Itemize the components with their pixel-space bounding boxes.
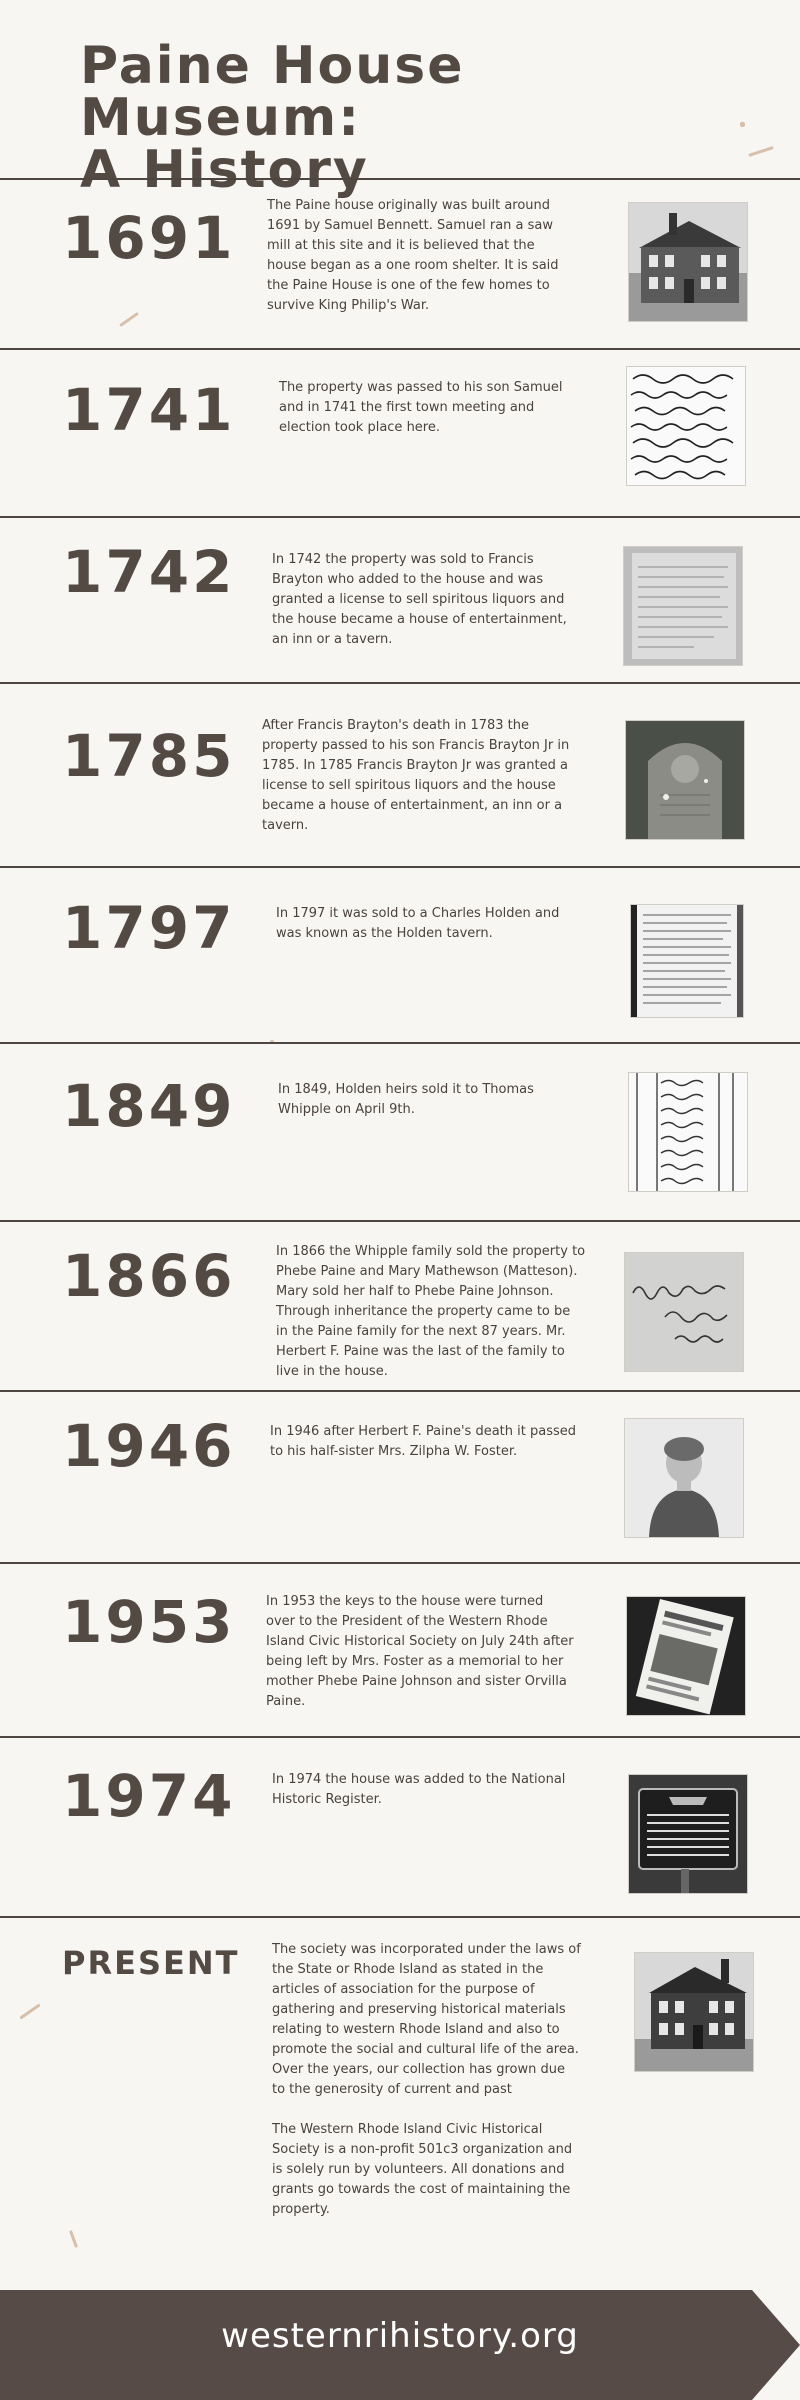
census-record — [628, 1072, 748, 1192]
timeline-section-1974 — [0, 1736, 800, 1918]
timeline-section-present — [0, 1916, 800, 2292]
house-present-photo — [634, 1952, 754, 2072]
year-description: The Paine house originally was built around 1691 by Samuel Bennett. Samuel ran a saw mill at this site and it is believed that the house began as a one room shelter. It is said the Paine House is one of the few homes to survive King Philip's War. — [267, 198, 559, 313]
year-description: In 1797 it was sold to a Charles Holden and was known as the Holden tavern. — [276, 906, 560, 941]
timeline-section-1785 — [0, 682, 800, 868]
year-label: 1946 — [62, 1412, 236, 1480]
timeline-section-1741 — [0, 348, 800, 518]
ledger-page — [630, 904, 744, 1018]
year-description: The society was incorporated under the laws of the State or Rhode Island as stated in the articles of association for the purpose of gathering and preserving historical materials relating to western Rhode Island and also to promote the social and cultural life of the area. Over the years, our collection has grown due to the generosity of current and past The Western Rhode Island Civic Historical Society is a non-profit 501c3 organization and is solely run by volunteers. All donations and grants go towards the cost of maintaining the property. — [272, 1942, 581, 2217]
year-label: 1974 — [62, 1762, 236, 1830]
year-description: In 1953 the keys to the house were turned over to the President of the Western Rhode Island Civic Historical Society on July 24th after being left by Mrs. Foster as a memorial to her mother Phebe Paine Johnson and sister Orvilla Paine. — [266, 1594, 574, 1709]
timeline-section-1953 — [0, 1562, 800, 1738]
gravestone — [625, 720, 745, 840]
year-description: In 1974 the house was added to the National Historic Register. — [272, 1772, 566, 1807]
year-label: 1741 — [62, 376, 236, 444]
timeline-section-1691 — [0, 178, 800, 350]
paine-house-photo — [628, 202, 748, 322]
year-label: 1785 — [62, 722, 236, 790]
footer-banner — [0, 2290, 800, 2400]
page-title-line2: A History — [80, 140, 369, 200]
year-label: PRESENT — [62, 1944, 240, 1982]
year-description: In 1866 the Whipple family sold the property to Phebe Paine and Mary Mathewson (Matteson). Mary sold her half to Phebe Paine Johnson. Through inheritance the property came to be in the Paine family for the next 87 years. Mr. Herbert F. Paine was the last of the family to live in the house. — [276, 1244, 586, 1379]
old-document — [623, 546, 743, 666]
website-link[interactable]: westernrihistory.org — [221, 2316, 579, 2356]
page-title-line1: Paine House Museum: — [80, 36, 465, 148]
year-description: In 1742 the property was sold to Francis Brayton who added to the house and was granted a license to sell spiritous liquors and the house became a house of entertainment, an inn or a tavern. — [272, 552, 567, 647]
timeline-section-1866 — [0, 1220, 800, 1392]
year-description: In 1946 after Herbert F. Paine's death it passed to his half-sister Mrs. Zilpha W. Foster. — [270, 1424, 576, 1459]
decorative-speck — [740, 122, 745, 127]
handwritten-record — [626, 366, 746, 486]
timeline-section-1797 — [0, 866, 800, 1044]
year-description: In 1849, Holden heirs sold it to Thomas Whipple on April 9th. — [278, 1082, 534, 1117]
signature — [624, 1252, 744, 1372]
timeline-section-1742 — [0, 516, 800, 684]
page-title — [80, 36, 720, 200]
year-label: 1691 — [62, 204, 236, 272]
year-description: The property was passed to his son Samuel and in 1741 the first town meeting and election took place here. — [279, 380, 563, 435]
timeline-section-1946 — [0, 1390, 800, 1564]
year-label: 1953 — [62, 1588, 236, 1656]
year-label: 1849 — [62, 1072, 236, 1140]
year-label: 1797 — [62, 894, 236, 962]
year-label: 1866 — [62, 1242, 236, 1310]
year-description: After Francis Brayton's death in 1783 the property passed to his son Francis Brayton Jr in 1785. In 1785 Francis Brayton Jr was granted a license to sell spiritous liquors and the house became a house of entertainment, an inn or a tavern. — [262, 718, 570, 833]
timeline-section-1849 — [0, 1042, 800, 1222]
portrait — [624, 1418, 744, 1538]
decorative-speck — [748, 146, 774, 157]
year-label: 1742 — [62, 538, 236, 606]
booklet — [626, 1596, 746, 1716]
historic-plaque — [628, 1774, 748, 1894]
